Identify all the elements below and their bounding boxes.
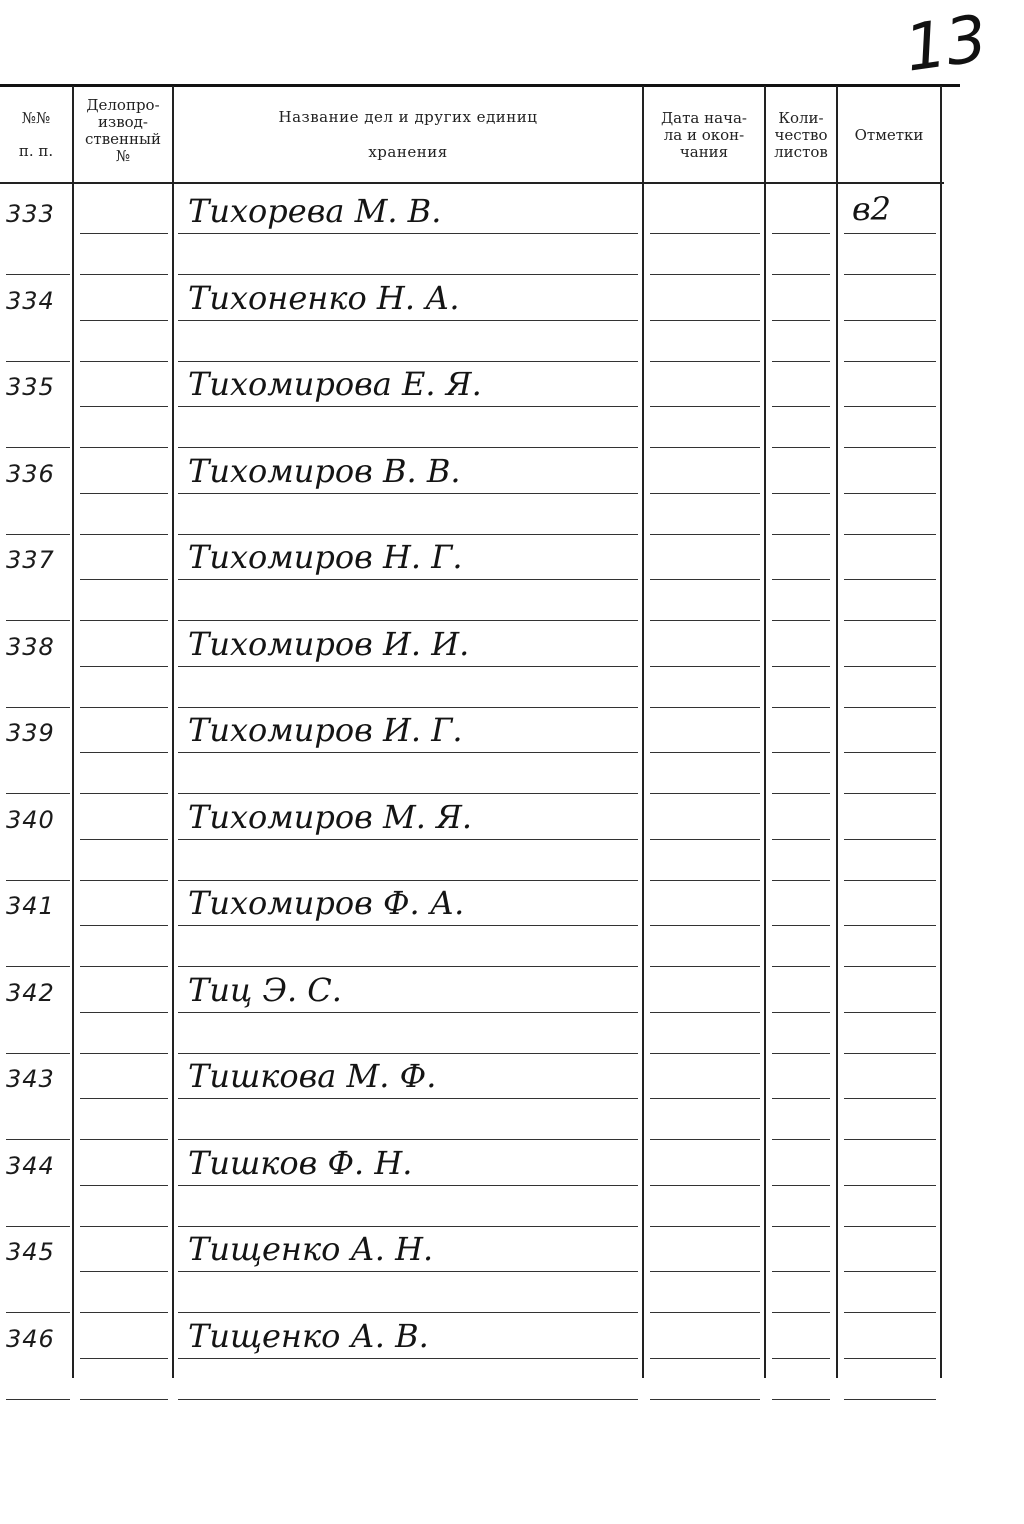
header-office-num-line: ственный — [85, 130, 161, 148]
ruled-line — [650, 274, 760, 275]
ruled-line — [650, 1098, 760, 1099]
ruled-line — [178, 1399, 638, 1400]
ruled-line — [178, 1226, 638, 1227]
ruled-line — [6, 447, 70, 448]
ruled-line — [80, 493, 168, 494]
ruled-line — [6, 707, 70, 708]
row-number: 346 — [6, 1324, 55, 1353]
row-name: Тихорева М. В. — [188, 192, 442, 230]
ruled-line — [772, 1098, 830, 1099]
ruled-line — [80, 1271, 168, 1272]
ruled-line — [844, 274, 936, 275]
ruled-line — [6, 793, 70, 794]
header-dates-line: ла и окон- — [663, 125, 745, 144]
ruled-line — [178, 966, 638, 967]
ruled-line — [178, 361, 638, 362]
ruled-line — [80, 752, 168, 753]
ruled-line — [650, 1185, 760, 1186]
ruled-line — [80, 1098, 168, 1099]
ruled-line — [80, 1358, 168, 1359]
ruled-line — [844, 666, 936, 667]
row-number: 339 — [6, 719, 55, 747]
row-mark: в2 — [852, 190, 891, 228]
header-num-line: п. п. — [18, 142, 54, 160]
row-number: 336 — [6, 459, 55, 488]
ruled-line — [80, 406, 168, 407]
row-name: Тиц Э. С. — [188, 970, 342, 1009]
ruled-line — [650, 447, 760, 448]
ruled-line — [772, 534, 830, 535]
ruled-line — [178, 447, 638, 448]
ruled-line — [6, 534, 70, 535]
ruled-line — [844, 579, 936, 580]
ruled-line — [178, 880, 638, 881]
ruled-line — [844, 493, 936, 494]
ruled-line — [772, 839, 830, 840]
ruled-line — [80, 361, 168, 362]
row-name: Тищенко А. Н. — [188, 1230, 434, 1268]
row-number: 333 — [6, 200, 55, 228]
ruled-line — [80, 925, 168, 926]
ruled-line — [6, 1399, 70, 1400]
header-sheets-line: листов — [774, 142, 828, 161]
header-num-line: №№ — [21, 109, 51, 127]
ruled-line — [80, 1012, 168, 1013]
ruled-line — [772, 320, 830, 321]
header-sheets-line: Коли- — [778, 108, 824, 127]
ruled-line — [772, 966, 830, 967]
header-title-line: Название дел и других единиц — [278, 108, 538, 126]
ruled-line — [80, 534, 168, 535]
ruled-line — [772, 925, 830, 926]
ruled-line — [6, 1312, 70, 1313]
row-name: Тишков Ф. Н. — [188, 1143, 413, 1182]
ruled-line — [80, 1185, 168, 1186]
ruled-line — [844, 752, 936, 753]
ruled-line — [80, 320, 168, 321]
row-number: 345 — [6, 1238, 55, 1266]
ruled-line — [6, 1139, 70, 1140]
ruled-line — [844, 839, 936, 840]
ruled-line — [844, 1185, 936, 1186]
ruled-line — [178, 1053, 638, 1054]
ruled-line — [844, 793, 936, 794]
ruled-line — [772, 233, 830, 234]
row-name: Тихомиров В. В. — [188, 451, 461, 490]
ruled-line — [844, 1271, 936, 1272]
ruled-line — [650, 1226, 760, 1227]
row-number: 341 — [6, 892, 55, 920]
ruled-line — [80, 707, 168, 708]
ruled-line — [844, 406, 936, 407]
ruled-line — [178, 534, 638, 535]
ruled-line — [650, 1012, 760, 1013]
ruled-line — [80, 666, 168, 667]
header-office-num-line: извод- — [98, 113, 148, 131]
ruled-line — [844, 966, 936, 967]
ruled-line — [772, 752, 830, 753]
ruled-line — [844, 1358, 936, 1359]
ruled-line — [772, 666, 830, 667]
ruled-line — [650, 579, 760, 580]
ruled-line — [80, 839, 168, 840]
ruled-line — [844, 1098, 936, 1099]
ruled-line — [772, 1399, 830, 1400]
ruled-line — [772, 406, 830, 407]
ruled-line — [772, 447, 830, 448]
row-number: 337 — [6, 546, 55, 574]
ruled-line — [80, 233, 168, 234]
ruled-line — [772, 1271, 830, 1272]
ruled-line — [772, 1358, 830, 1359]
ruled-line — [844, 1139, 936, 1140]
ruled-line — [80, 966, 168, 967]
ruled-line — [178, 707, 638, 708]
ruled-line — [6, 1053, 70, 1054]
ruled-line — [650, 1271, 760, 1272]
ruled-line — [844, 620, 936, 621]
ruled-line — [80, 447, 168, 448]
header-office-num-line: № — [115, 147, 131, 165]
ruled-line — [844, 1312, 936, 1313]
ruled-line — [178, 1312, 638, 1313]
row-number: 343 — [6, 1065, 55, 1093]
ruled-line — [650, 666, 760, 667]
ruled-line — [772, 1226, 830, 1227]
ruled-line — [6, 620, 70, 621]
ruled-line — [772, 579, 830, 580]
ruled-line — [650, 925, 760, 926]
ruled-line — [650, 966, 760, 967]
row-number: 335 — [6, 373, 55, 401]
page-number: 13 — [900, 1, 992, 87]
ruled-line — [80, 1399, 168, 1400]
ruled-line — [650, 707, 760, 708]
ruled-line — [650, 361, 760, 362]
ruled-line — [650, 1139, 760, 1140]
ruled-line — [772, 274, 830, 275]
ruled-line — [80, 1139, 168, 1140]
ruled-line — [650, 406, 760, 407]
ruled-line — [650, 534, 760, 535]
ruled-line — [178, 793, 638, 794]
ruled-line — [650, 620, 760, 621]
row-name: Тихомиров И. И. — [188, 624, 470, 663]
ruled-line — [6, 880, 70, 881]
row-number: 334 — [6, 286, 55, 315]
ruled-line — [772, 1012, 830, 1013]
ruled-line — [772, 1312, 830, 1313]
row-number: 344 — [6, 1151, 55, 1180]
ruled-line — [80, 620, 168, 621]
ruled-line — [650, 1053, 760, 1054]
ruled-line — [650, 320, 760, 321]
row-name: Тихомирова Е. Я. — [188, 365, 482, 403]
ruled-line — [650, 1399, 760, 1400]
ruled-line — [6, 361, 70, 362]
ruled-line — [178, 620, 638, 621]
ruled-line — [844, 707, 936, 708]
ruled-line — [80, 880, 168, 881]
ruled-line — [178, 274, 638, 275]
ruled-line — [178, 1139, 638, 1140]
ruled-line — [844, 880, 936, 881]
ruled-line — [650, 793, 760, 794]
ruled-line — [772, 493, 830, 494]
ruled-line — [650, 839, 760, 840]
ruled-line — [6, 1226, 70, 1227]
row-name: Тихомиров Ф. А. — [188, 884, 465, 922]
row-name: Тишкова М. Ф. — [188, 1057, 437, 1095]
ruled-line — [80, 1053, 168, 1054]
ruled-line — [772, 707, 830, 708]
row-name: Тихомиров И. Г. — [188, 711, 463, 749]
ruled-line — [650, 493, 760, 494]
ruled-line — [844, 534, 936, 535]
ruled-line — [772, 620, 830, 621]
ruled-line — [6, 274, 70, 275]
ruled-line — [772, 880, 830, 881]
ruled-line — [650, 752, 760, 753]
ruled-line — [650, 880, 760, 881]
row-name: Тихоненко Н. А. — [188, 278, 460, 317]
ruled-line — [844, 233, 936, 234]
ruled-line — [6, 966, 70, 967]
ruled-line — [772, 1139, 830, 1140]
ruled-line — [844, 1226, 936, 1227]
header-dates-line: Дата нача- — [660, 108, 747, 127]
ruled-line — [844, 1012, 936, 1013]
ruled-line — [772, 361, 830, 362]
row-name: Тихомиров Н. Г. — [188, 538, 463, 576]
ruled-line — [80, 274, 168, 275]
ruled-line — [772, 1185, 830, 1186]
row-number: 342 — [6, 978, 55, 1007]
ruled-line — [80, 793, 168, 794]
ruled-line — [772, 1053, 830, 1054]
row-name: Тихомиров М. Я. — [188, 797, 473, 836]
header-sheets-line: чество — [774, 125, 828, 144]
ruled-line — [650, 233, 760, 234]
ruled-line — [844, 925, 936, 926]
header-dates-line: чания — [679, 142, 729, 161]
row-number: 340 — [6, 805, 55, 834]
ruled-line — [650, 1312, 760, 1313]
row-name: Тищенко А. В. — [188, 1316, 429, 1355]
header-office-num-line: Делопро- — [86, 96, 160, 114]
ruled-line — [844, 320, 936, 321]
header-marks-line: Отметки — [854, 125, 924, 144]
ruled-line — [80, 1312, 168, 1313]
header-title-line: хранения — [368, 143, 448, 161]
row-number: 338 — [6, 632, 55, 661]
ruled-line — [844, 1399, 936, 1400]
ruled-line — [650, 1358, 760, 1359]
ruled-line — [844, 361, 936, 362]
ruled-line — [844, 1053, 936, 1054]
ruled-line — [772, 793, 830, 794]
ruled-line — [844, 447, 936, 448]
ruled-line — [80, 579, 168, 580]
ruled-line — [80, 1226, 168, 1227]
